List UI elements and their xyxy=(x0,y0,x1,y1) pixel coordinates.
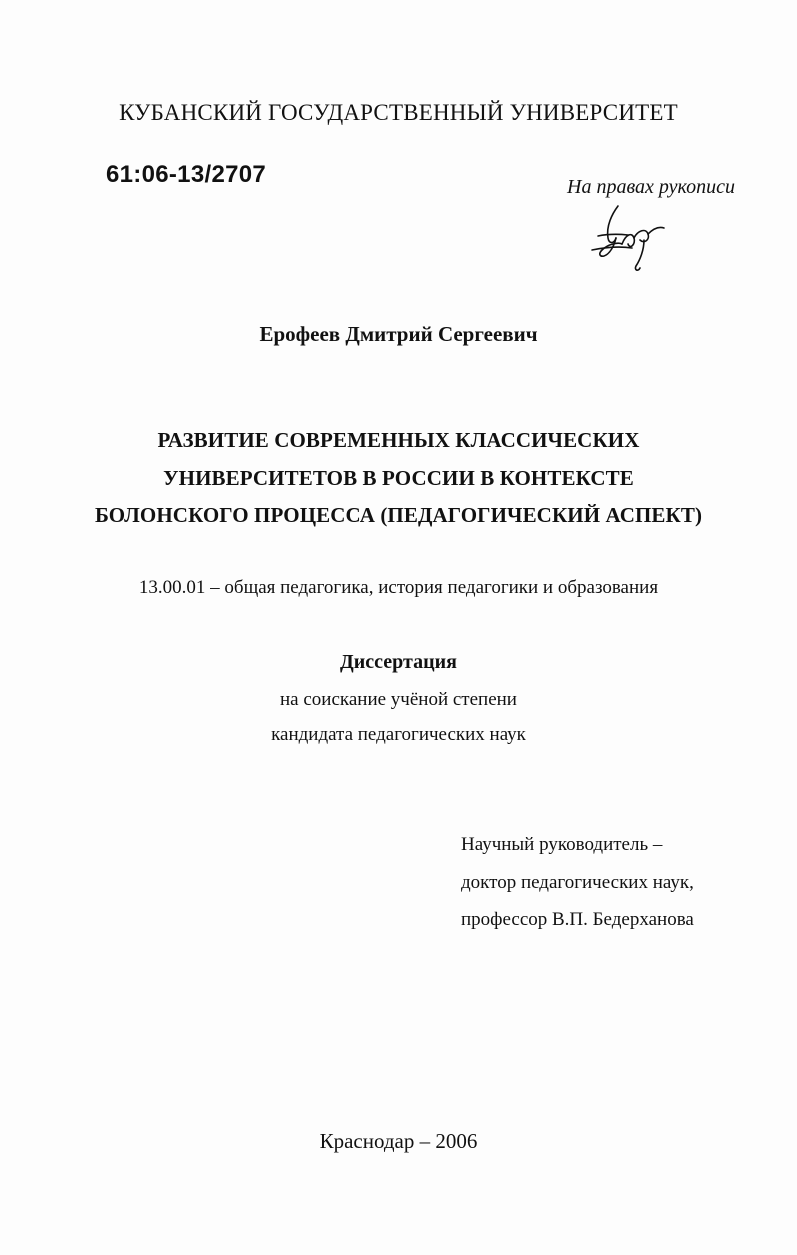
supervisor-line: доктор педагогических наук, xyxy=(461,872,694,893)
university-name: КУБАНСКИЙ ГОСУДАРСТВЕННЫЙ УНИВЕРСИТЕТ xyxy=(119,100,678,125)
handwritten-signature xyxy=(588,204,666,274)
supervisor-line: профессор В.П. Бедерханова xyxy=(461,909,694,930)
manuscript-note: На правах рукописи xyxy=(567,176,735,198)
archive-code: 61:06-13/2707 xyxy=(106,161,267,188)
degree-line: на соискание учёной степени xyxy=(280,689,517,710)
degree-line: кандидата педагогических наук xyxy=(271,724,526,745)
author-name: Ерофеев Дмитрий Сергеевич xyxy=(259,322,538,346)
supervisor-line: Научный руководитель – xyxy=(461,834,663,855)
dissertation-title-line: РАЗВИТИЕ СОВРЕМЕННЫХ КЛАССИЧЕСКИХ xyxy=(157,428,640,452)
work-type: Диссертация xyxy=(340,651,457,673)
city-year: Краснодар – 2006 xyxy=(319,1129,478,1153)
dissertation-title-line: УНИВЕРСИТЕТОВ В РОССИИ В КОНТЕКСТЕ xyxy=(163,466,634,490)
specialty-code: 13.00.01 – общая педагогика, история педагогики и образования xyxy=(138,577,659,598)
dissertation-title-line: БОЛОНСКОГО ПРОЦЕССА (ПЕДАГОГИЧЕСКИЙ АСПЕКТ) xyxy=(94,503,703,527)
